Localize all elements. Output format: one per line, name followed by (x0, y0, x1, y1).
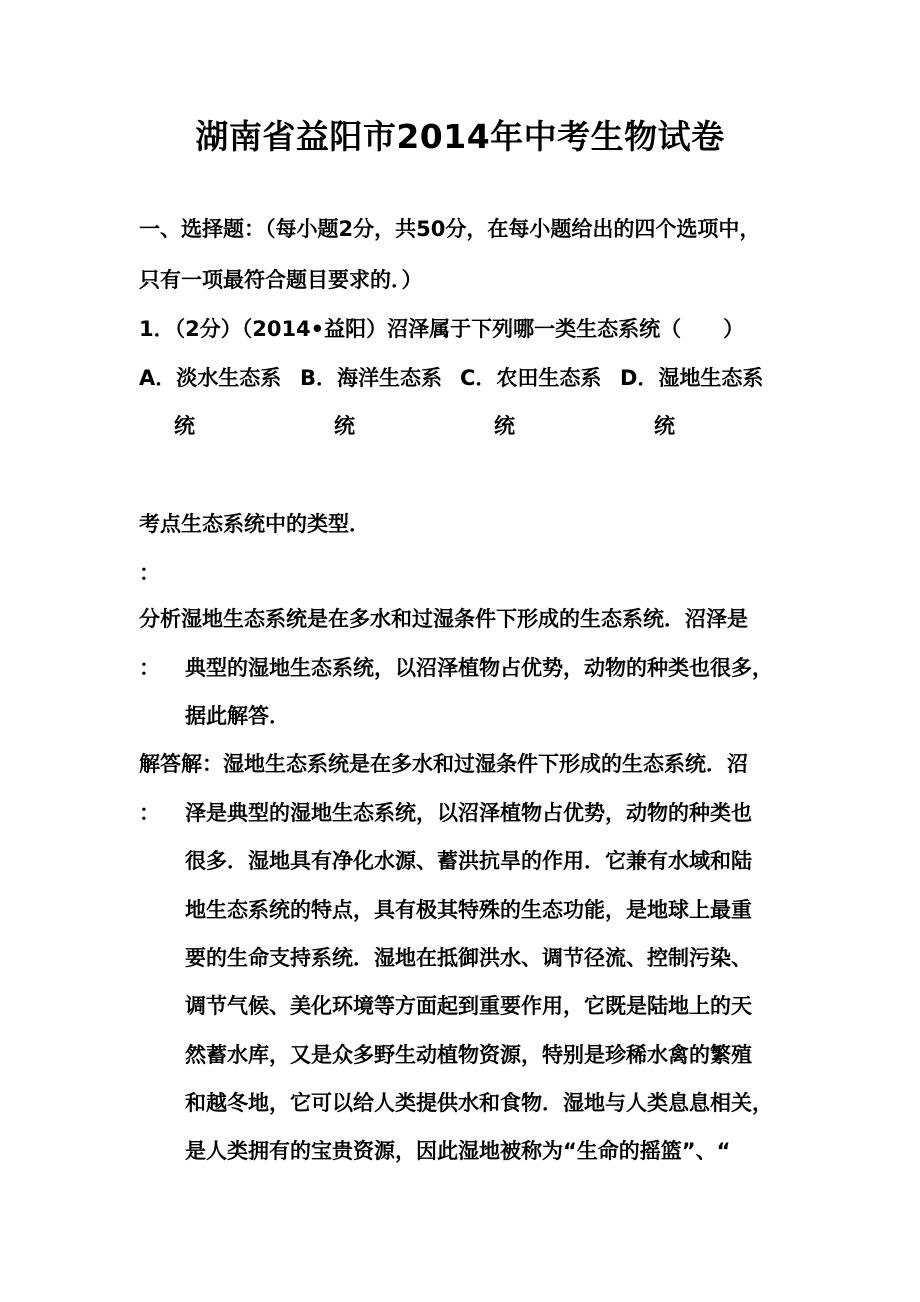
option-d-tail: 统 (654, 414, 675, 438)
jieda-line-4: 地生态系统的特点，具有极其特殊的生态功能，是地球上最重 (185, 898, 752, 922)
option-d: D．湿地生态系 (620, 366, 764, 390)
jieda-line-8: 和越冬地，它可以给人类提供水和食物．湿地与人类息息相关， (185, 1091, 773, 1115)
jieda-line-2: 泽是典型的湿地生态系统，以沼泽植物占优势，动物的种类也 (185, 801, 752, 825)
fenxi-colon: ： (139, 656, 160, 680)
jieda-line-6: 调节气候、美化环境等方面起到重要作用，它既是陆地上的天 (185, 994, 752, 1018)
option-a-tail: 统 (174, 414, 195, 438)
option-b: B．海洋生态系 (300, 366, 443, 390)
option-c-tail: 统 (494, 414, 515, 438)
jieda-line-1: 解答解：湿地生态系统是在多水和过湿条件下形成的生态系统．沼 (139, 752, 748, 776)
jieda-line-7: 然蓄水库，又是众多野生动植物资源，特别是珍稀水禽的繁殖 (185, 1043, 752, 1067)
section-header-line-2: 只有一项最符合题目要求的．） (139, 268, 423, 292)
jieda-line-5: 要的生命支持系统．湿地在抵御洪水、调节径流、控制污染、 (185, 946, 752, 970)
option-a: A．淡水生态系 (139, 366, 282, 390)
option-b-tail: 统 (334, 414, 355, 438)
fenxi-line-1: 分析湿地生态系统是在多水和过湿条件下形成的生态系统．沼泽是 (139, 607, 748, 631)
document-title: 湖南省益阳市2014年中考生物试卷 (195, 117, 725, 156)
question-stem: 1．（2分）（2014•益阳）沼泽属于下列哪一类生态系统（ ） (139, 317, 745, 341)
option-c: C．农田生态系 (460, 366, 602, 390)
kaodian-colon: ： (139, 561, 160, 585)
section-header-line-1: 一、选择题：（每小题2分，共50分，在每小题给出的四个选项中， (139, 217, 761, 241)
jieda-line-9: 是人类拥有的宝贵资源，因此湿地被称为“生命的摇篮”、“ (185, 1139, 731, 1163)
jieda-colon: ： (139, 801, 160, 825)
kaodian-line: 考点生态系统中的类型． (139, 512, 370, 536)
fenxi-line-3: 据此解答． (185, 704, 290, 728)
jieda-line-3: 很多．湿地具有净化水源、蓄洪抗旱的作用．它兼有水域和陆 (185, 849, 752, 873)
fenxi-line-2: 典型的湿地生态系统，以沼泽植物占优势，动物的种类也很多， (185, 656, 773, 680)
